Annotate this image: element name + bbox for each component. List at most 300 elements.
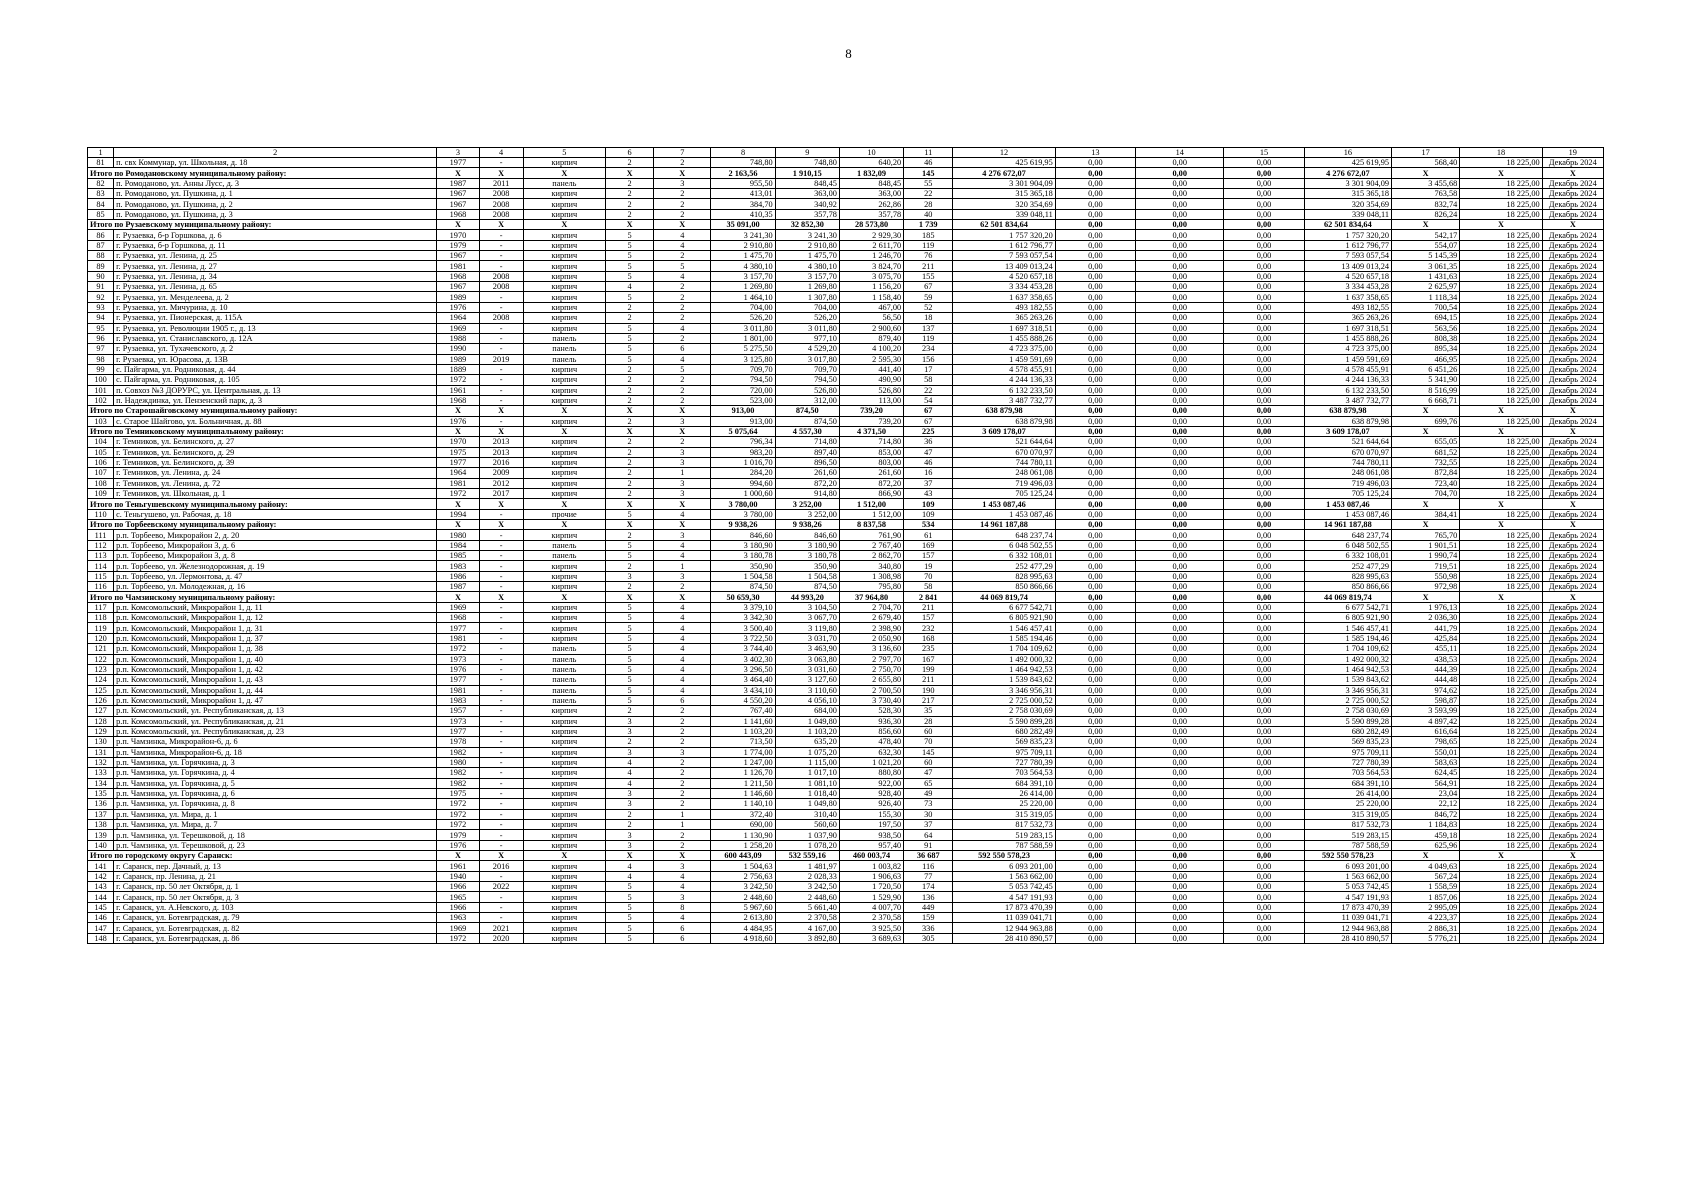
cell-c17: 719,51 bbox=[1392, 561, 1460, 571]
cell-c11: 65 bbox=[904, 778, 953, 788]
cell-c9: 32 852,30 bbox=[775, 220, 839, 230]
cell-c5: X bbox=[523, 592, 605, 602]
cell-c7: 3 bbox=[654, 447, 711, 457]
cell-c13: 0,00 bbox=[1055, 271, 1135, 281]
column-number-cell: 19 bbox=[1542, 148, 1603, 158]
cell-c19: Декабрь 2024 bbox=[1542, 240, 1603, 250]
table-row bbox=[88, 788, 1604, 798]
cell-c16: 828 995,63 bbox=[1304, 571, 1391, 581]
address-cell: г. Темников, ул. Белинского, д. 39 bbox=[114, 457, 437, 467]
cell-c14: 0,00 bbox=[1136, 809, 1224, 819]
cell-c8: 2 756,63 bbox=[711, 871, 775, 881]
row-number-cell: 89 bbox=[88, 261, 114, 271]
cell-c18: X bbox=[1460, 168, 1542, 178]
cell-c9: 1 018,40 bbox=[775, 788, 839, 798]
cell-c13: 0,00 bbox=[1055, 333, 1135, 343]
cell-c10: 2 704,70 bbox=[839, 602, 903, 612]
table-row bbox=[88, 706, 1604, 716]
cell-c9: 1 481,97 bbox=[775, 861, 839, 871]
cell-c3: 1966 bbox=[437, 902, 479, 912]
cell-c18: 18 225,00 bbox=[1460, 747, 1542, 757]
cell-c6: 3 bbox=[606, 830, 654, 840]
cell-c7: 2 bbox=[654, 437, 711, 447]
cell-c7: 2 bbox=[654, 799, 711, 809]
cell-c5: кирпич bbox=[523, 375, 605, 385]
cell-c10: 441,40 bbox=[839, 364, 903, 374]
cell-c15: 0,00 bbox=[1224, 344, 1304, 354]
cell-c5: кирпич bbox=[523, 271, 605, 281]
cell-c5: X bbox=[523, 406, 605, 416]
table-row bbox=[88, 902, 1604, 912]
cell-c8: 600 443,09 bbox=[711, 851, 775, 861]
cell-c6: X bbox=[606, 426, 654, 436]
address-cell: г. Саранск, ул. Ботевградская, д. 82 bbox=[114, 923, 437, 933]
cell-c6: 3 bbox=[606, 716, 654, 726]
cell-c9: 3 180,78 bbox=[775, 551, 839, 561]
cell-c8: 50 659,30 bbox=[711, 592, 775, 602]
address-cell: р.п. Комсомольский, Микрорайон 1, д. 42 bbox=[114, 664, 437, 674]
cell-c17: 23,04 bbox=[1392, 788, 1460, 798]
cell-c8: 1 126,70 bbox=[711, 768, 775, 778]
cell-c18: 18 225,00 bbox=[1460, 199, 1542, 209]
cell-c16: 1 585 194,46 bbox=[1304, 633, 1391, 643]
table-row bbox=[88, 530, 1604, 540]
table-row bbox=[88, 644, 1604, 654]
cell-c7: 2 bbox=[654, 788, 711, 798]
cell-c10: 4 100,20 bbox=[839, 344, 903, 354]
cell-c12: 13 409 013,24 bbox=[953, 261, 1055, 271]
cell-c16: 1 455 888,26 bbox=[1304, 333, 1391, 343]
cell-c9: 848,45 bbox=[775, 178, 839, 188]
table-row bbox=[88, 313, 1604, 323]
cell-c13: 0,00 bbox=[1055, 840, 1135, 850]
cell-c4: - bbox=[479, 685, 523, 695]
cell-c7: 4 bbox=[654, 551, 711, 561]
cell-c13: 0,00 bbox=[1055, 292, 1135, 302]
cell-c8: 2 613,80 bbox=[711, 913, 775, 923]
cell-c16: 5 053 742,45 bbox=[1304, 882, 1391, 892]
cell-c8: 3 434,10 bbox=[711, 685, 775, 695]
table-row bbox=[88, 551, 1604, 561]
cell-c10: 2 679,40 bbox=[839, 613, 903, 623]
cell-c13: 0,00 bbox=[1055, 726, 1135, 736]
cell-c6: X bbox=[606, 220, 654, 230]
cell-c16: 638 879,98 bbox=[1304, 406, 1391, 416]
address-cell: г. Рузаевка, ул. Мичурина, д. 10 bbox=[114, 302, 437, 312]
cell-c10: 640,20 bbox=[839, 158, 903, 168]
address-cell: р.п. Комсомольский, Микрорайон 1, д. 11 bbox=[114, 602, 437, 612]
cell-c6: 5 bbox=[606, 695, 654, 705]
cell-c13: 0,00 bbox=[1055, 892, 1135, 902]
cell-c12: 705 125,24 bbox=[953, 489, 1055, 499]
cell-c7: 5 bbox=[654, 261, 711, 271]
cell-c6: 4 bbox=[606, 871, 654, 881]
cell-c18: 18 225,00 bbox=[1460, 178, 1542, 188]
row-number-cell: 139 bbox=[88, 830, 114, 840]
cell-c15: 0,00 bbox=[1224, 737, 1304, 747]
cell-c7: 4 bbox=[654, 540, 711, 550]
cell-c9: 44 993,20 bbox=[775, 592, 839, 602]
cell-c19: Декабрь 2024 bbox=[1542, 189, 1603, 199]
cell-c8: 1 258,20 bbox=[711, 840, 775, 850]
row-number-cell: 142 bbox=[88, 871, 114, 881]
cell-c10: 1 308,98 bbox=[839, 571, 903, 581]
cell-c8: 846,60 bbox=[711, 530, 775, 540]
cell-c16: 727 780,39 bbox=[1304, 757, 1391, 767]
cell-c10: 739,20 bbox=[839, 416, 903, 426]
cell-c11: 37 bbox=[904, 820, 953, 830]
cell-c13: 0,00 bbox=[1055, 457, 1135, 467]
cell-c13: 0,00 bbox=[1055, 830, 1135, 840]
cell-c18: 18 225,00 bbox=[1460, 933, 1542, 943]
cell-c4: - bbox=[479, 644, 523, 654]
table-row bbox=[88, 292, 1604, 302]
cell-c17: 1 901,51 bbox=[1392, 540, 1460, 550]
cell-c14: 0,00 bbox=[1136, 344, 1224, 354]
cell-c8: 1 504,63 bbox=[711, 861, 775, 871]
cell-c16: 521 644,64 bbox=[1304, 437, 1391, 447]
cell-c14: 0,00 bbox=[1136, 788, 1224, 798]
cell-c6: 2 bbox=[606, 706, 654, 716]
row-number-cell: 101 bbox=[88, 385, 114, 395]
cell-c8: 1 475,70 bbox=[711, 251, 775, 261]
cell-c14: 0,00 bbox=[1136, 913, 1224, 923]
cell-c11: 159 bbox=[904, 913, 953, 923]
cell-c4: - bbox=[479, 385, 523, 395]
cell-c14: 0,00 bbox=[1136, 457, 1224, 467]
cell-c10: 2 398,90 bbox=[839, 623, 903, 633]
cell-c19: Декабрь 2024 bbox=[1542, 861, 1603, 871]
cell-c12: 3 301 904,09 bbox=[953, 178, 1055, 188]
cell-c11: 234 bbox=[904, 344, 953, 354]
cell-c3: 1976 bbox=[437, 416, 479, 426]
cell-c4: - bbox=[479, 509, 523, 519]
cell-c7: 2 bbox=[654, 302, 711, 312]
cell-c5: кирпич bbox=[523, 561, 605, 571]
cell-c5: панель bbox=[523, 551, 605, 561]
cell-c3: 1983 bbox=[437, 695, 479, 705]
cell-c11: 55 bbox=[904, 178, 953, 188]
column-number-row bbox=[88, 148, 1604, 158]
cell-c14: 0,00 bbox=[1136, 540, 1224, 550]
cell-c4: 2009 bbox=[479, 468, 523, 478]
cell-c14: 0,00 bbox=[1136, 323, 1224, 333]
cell-c13: 0,00 bbox=[1055, 178, 1135, 188]
cell-c19: Декабрь 2024 bbox=[1542, 344, 1603, 354]
cell-c8: 3 242,50 bbox=[711, 882, 775, 892]
cell-c18: 18 225,00 bbox=[1460, 468, 1542, 478]
cell-c8: 1 016,70 bbox=[711, 457, 775, 467]
cell-c3: 1978 bbox=[437, 737, 479, 747]
row-number-cell: 91 bbox=[88, 282, 114, 292]
cell-c6: X bbox=[606, 499, 654, 509]
cell-c3: 1989 bbox=[437, 292, 479, 302]
cell-c16: 1 546 457,41 bbox=[1304, 623, 1391, 633]
cell-c16: 2 725 000,52 bbox=[1304, 695, 1391, 705]
cell-c19: Декабрь 2024 bbox=[1542, 375, 1603, 385]
cell-c9: 635,20 bbox=[775, 737, 839, 747]
cell-c13: 0,00 bbox=[1055, 561, 1135, 571]
cell-c5: X bbox=[523, 520, 605, 530]
cell-c13: 0,00 bbox=[1055, 706, 1135, 716]
cell-c11: 47 bbox=[904, 768, 953, 778]
cell-c4: X bbox=[479, 426, 523, 436]
cell-c4: - bbox=[479, 416, 523, 426]
cell-c10: 879,40 bbox=[839, 333, 903, 343]
cell-c10: 113,00 bbox=[839, 395, 903, 405]
table-row bbox=[88, 623, 1604, 633]
table-row bbox=[88, 913, 1604, 923]
cell-c4: - bbox=[479, 809, 523, 819]
cell-c15: 0,00 bbox=[1224, 633, 1304, 643]
cell-c5: кирпич bbox=[523, 799, 605, 809]
cell-c6: 5 bbox=[606, 882, 654, 892]
cell-c10: 866,90 bbox=[839, 489, 903, 499]
cell-c13: 0,00 bbox=[1055, 871, 1135, 881]
table-row bbox=[88, 892, 1604, 902]
cell-c14: 0,00 bbox=[1136, 364, 1224, 374]
cell-c13: 0,00 bbox=[1055, 902, 1135, 912]
cell-c3: 1981 bbox=[437, 478, 479, 488]
cell-c10: 1 156,20 bbox=[839, 282, 903, 292]
cell-c18: 18 225,00 bbox=[1460, 292, 1542, 302]
cell-c15: 0,00 bbox=[1224, 478, 1304, 488]
row-number-cell: 121 bbox=[88, 644, 114, 654]
cell-c14: 0,00 bbox=[1136, 209, 1224, 219]
row-number-cell: 126 bbox=[88, 695, 114, 705]
cell-c9: 2 448,60 bbox=[775, 892, 839, 902]
cell-c13: 0,00 bbox=[1055, 664, 1135, 674]
cell-c14: 0,00 bbox=[1136, 768, 1224, 778]
cell-c19: Декабрь 2024 bbox=[1542, 395, 1603, 405]
cell-c17: 2 886,31 bbox=[1392, 923, 1460, 933]
cell-c6: 2 bbox=[606, 178, 654, 188]
cell-c16: 1 539 843,62 bbox=[1304, 675, 1391, 685]
cell-c19: X bbox=[1542, 426, 1603, 436]
cell-c7: 2 bbox=[654, 375, 711, 385]
cell-c11: 155 bbox=[904, 271, 953, 281]
cell-c4: - bbox=[479, 654, 523, 664]
cell-c15: 0,00 bbox=[1224, 757, 1304, 767]
cell-c11: 37 bbox=[904, 478, 953, 488]
cell-c16: 28 410 890,57 bbox=[1304, 933, 1391, 943]
cell-c3: 1976 bbox=[437, 302, 479, 312]
cell-c7: 3 bbox=[654, 478, 711, 488]
cell-c9: 3 104,50 bbox=[775, 602, 839, 612]
cell-c17: 826,24 bbox=[1392, 209, 1460, 219]
cell-c7: 2 bbox=[654, 716, 711, 726]
cell-c4: X bbox=[479, 499, 523, 509]
cell-c16: 670 070,97 bbox=[1304, 447, 1391, 457]
cell-c8: 1 269,80 bbox=[711, 282, 775, 292]
cell-c16: 248 061,08 bbox=[1304, 468, 1391, 478]
cell-c16: 3 609 178,07 bbox=[1304, 426, 1391, 436]
cell-c18: 18 225,00 bbox=[1460, 478, 1542, 488]
cell-c17: 550,01 bbox=[1392, 747, 1460, 757]
subtotal-row bbox=[88, 851, 1604, 861]
row-number-cell: 99 bbox=[88, 364, 114, 374]
cell-c3: 1987 bbox=[437, 582, 479, 592]
cell-c4: - bbox=[479, 778, 523, 788]
cell-c6: 5 bbox=[606, 902, 654, 912]
cell-c10: 880,80 bbox=[839, 768, 903, 778]
cell-c19: Декабрь 2024 bbox=[1542, 706, 1603, 716]
cell-c14: 0,00 bbox=[1136, 902, 1224, 912]
table-row bbox=[88, 675, 1604, 685]
table-row bbox=[88, 882, 1604, 892]
cell-c3: 1990 bbox=[437, 344, 479, 354]
cell-c3: 1968 bbox=[437, 209, 479, 219]
cell-c7: 3 bbox=[654, 747, 711, 757]
table-row bbox=[88, 778, 1604, 788]
cell-c17: 700,54 bbox=[1392, 302, 1460, 312]
cell-c8: 3 500,40 bbox=[711, 623, 775, 633]
cell-c11: 77 bbox=[904, 871, 953, 881]
cell-c4: 2008 bbox=[479, 282, 523, 292]
cell-c17: X bbox=[1392, 426, 1460, 436]
cell-c7: 3 bbox=[654, 892, 711, 902]
cell-c11: 18 bbox=[904, 313, 953, 323]
cell-c9: 4 557,30 bbox=[775, 426, 839, 436]
cell-c18: 18 225,00 bbox=[1460, 230, 1542, 240]
cell-c4: - bbox=[479, 830, 523, 840]
cell-c19: Декабрь 2024 bbox=[1542, 882, 1603, 892]
cell-c9: 340,92 bbox=[775, 199, 839, 209]
cell-c18: 18 225,00 bbox=[1460, 333, 1542, 343]
cell-c15: 0,00 bbox=[1224, 416, 1304, 426]
cell-c11: 30 bbox=[904, 809, 953, 819]
cell-c6: 2 bbox=[606, 437, 654, 447]
cell-c9: 560,60 bbox=[775, 820, 839, 830]
cell-c15: 0,00 bbox=[1224, 251, 1304, 261]
cell-c14: 0,00 bbox=[1136, 313, 1224, 323]
cell-c4: 2011 bbox=[479, 178, 523, 188]
cell-c16: 339 048,11 bbox=[1304, 209, 1391, 219]
cell-c16: 4 244 136,33 bbox=[1304, 375, 1391, 385]
housing-register-table bbox=[87, 147, 1604, 944]
cell-c14: 0,00 bbox=[1136, 602, 1224, 612]
address-cell: г. Рузаевка, ул. Юрасова, д. 13В bbox=[114, 354, 437, 364]
address-cell: г. Саранск, ул. Ботевградская, д. 79 bbox=[114, 913, 437, 923]
cell-c10: 872,20 bbox=[839, 478, 903, 488]
cell-c9: 2 028,33 bbox=[775, 871, 839, 881]
cell-c18: 18 225,00 bbox=[1460, 613, 1542, 623]
cell-c18: 18 225,00 bbox=[1460, 685, 1542, 695]
cell-c18: 18 225,00 bbox=[1460, 344, 1542, 354]
cell-c10: 803,00 bbox=[839, 457, 903, 467]
cell-c3: 1965 bbox=[437, 892, 479, 902]
cell-c10: 1 021,20 bbox=[839, 757, 903, 767]
table-row bbox=[88, 416, 1604, 426]
cell-c7: 4 bbox=[654, 240, 711, 250]
address-cell: г. Саранск, пр. Ленина, д. 21 bbox=[114, 871, 437, 881]
cell-c16: 1 637 358,65 bbox=[1304, 292, 1391, 302]
cell-c3: 1970 bbox=[437, 230, 479, 240]
cell-c8: 913,00 bbox=[711, 406, 775, 416]
cell-c17: 3 455,68 bbox=[1392, 178, 1460, 188]
cell-c9: 1 049,80 bbox=[775, 799, 839, 809]
row-number-cell: 85 bbox=[88, 209, 114, 219]
cell-c13: 0,00 bbox=[1055, 778, 1135, 788]
cell-c5: кирпич bbox=[523, 840, 605, 850]
cell-c15: 0,00 bbox=[1224, 571, 1304, 581]
cell-c17: 4 223,37 bbox=[1392, 913, 1460, 923]
cell-c10: 197,50 bbox=[839, 820, 903, 830]
cell-c5: кирпич bbox=[523, 602, 605, 612]
cell-c8: 350,90 bbox=[711, 561, 775, 571]
cell-c15: 0,00 bbox=[1224, 457, 1304, 467]
cell-c12: 425 619,95 bbox=[953, 158, 1055, 168]
cell-c15: 0,00 bbox=[1224, 830, 1304, 840]
cell-c4: - bbox=[479, 251, 523, 261]
cell-c5: кирпич bbox=[523, 861, 605, 871]
cell-c10: 761,90 bbox=[839, 530, 903, 540]
cell-c8: 1 801,00 bbox=[711, 333, 775, 343]
cell-c3: 1964 bbox=[437, 468, 479, 478]
cell-c12: 648 237,74 bbox=[953, 530, 1055, 540]
cell-c16: 1 757 320,20 bbox=[1304, 230, 1391, 240]
cell-c17: 5 341,90 bbox=[1392, 375, 1460, 385]
cell-c4: 2008 bbox=[479, 313, 523, 323]
cell-c8: 713,50 bbox=[711, 737, 775, 747]
cell-c12: 248 061,08 bbox=[953, 468, 1055, 478]
cell-c5: кирпич bbox=[523, 385, 605, 395]
cell-c6: 2 bbox=[606, 375, 654, 385]
cell-c6: 2 bbox=[606, 189, 654, 199]
cell-c8: 35 091,00 bbox=[711, 220, 775, 230]
cell-c19: Декабрь 2024 bbox=[1542, 509, 1603, 519]
cell-c17: 616,64 bbox=[1392, 726, 1460, 736]
cell-c14: 0,00 bbox=[1136, 499, 1224, 509]
cell-c7: 4 bbox=[654, 882, 711, 892]
cell-c4: 2016 bbox=[479, 861, 523, 871]
cell-c10: 3 136,60 bbox=[839, 644, 903, 654]
cell-c4: - bbox=[479, 633, 523, 643]
cell-c19: Декабрь 2024 bbox=[1542, 199, 1603, 209]
cell-c17: X bbox=[1392, 168, 1460, 178]
cell-c14: 0,00 bbox=[1136, 757, 1224, 767]
address-cell: р.п. Комсомольский, Микрорайон 1, д. 40 bbox=[114, 654, 437, 664]
cell-c16: 850 866,66 bbox=[1304, 582, 1391, 592]
cell-c5: кирпич bbox=[523, 302, 605, 312]
cell-c12: 315 319,05 bbox=[953, 809, 1055, 819]
cell-c5: кирпич bbox=[523, 395, 605, 405]
cell-c12: 1 459 591,69 bbox=[953, 354, 1055, 364]
cell-c18: 18 225,00 bbox=[1460, 737, 1542, 747]
cell-c5: панель bbox=[523, 333, 605, 343]
cell-c18: 18 225,00 bbox=[1460, 809, 1542, 819]
cell-c19: Декабрь 2024 bbox=[1542, 364, 1603, 374]
cell-c17: 5 145,39 bbox=[1392, 251, 1460, 261]
cell-c8: 3 125,80 bbox=[711, 354, 775, 364]
cell-c6: 2 bbox=[606, 582, 654, 592]
cell-c18: 18 225,00 bbox=[1460, 820, 1542, 830]
cell-c15: 0,00 bbox=[1224, 623, 1304, 633]
table-row bbox=[88, 395, 1604, 405]
cell-c12: 4 578 455,91 bbox=[953, 364, 1055, 374]
cell-c3: 1972 bbox=[437, 375, 479, 385]
table-row bbox=[88, 726, 1604, 736]
cell-c18: 18 225,00 bbox=[1460, 561, 1542, 571]
cell-c4: 2008 bbox=[479, 199, 523, 209]
cell-c13: 0,00 bbox=[1055, 520, 1135, 530]
cell-c17: 564,91 bbox=[1392, 778, 1460, 788]
table-row bbox=[88, 561, 1604, 571]
cell-c10: 848,45 bbox=[839, 178, 903, 188]
cell-c10: 922,00 bbox=[839, 778, 903, 788]
cell-c6: 4 bbox=[606, 282, 654, 292]
cell-c11: 1 739 bbox=[904, 220, 953, 230]
